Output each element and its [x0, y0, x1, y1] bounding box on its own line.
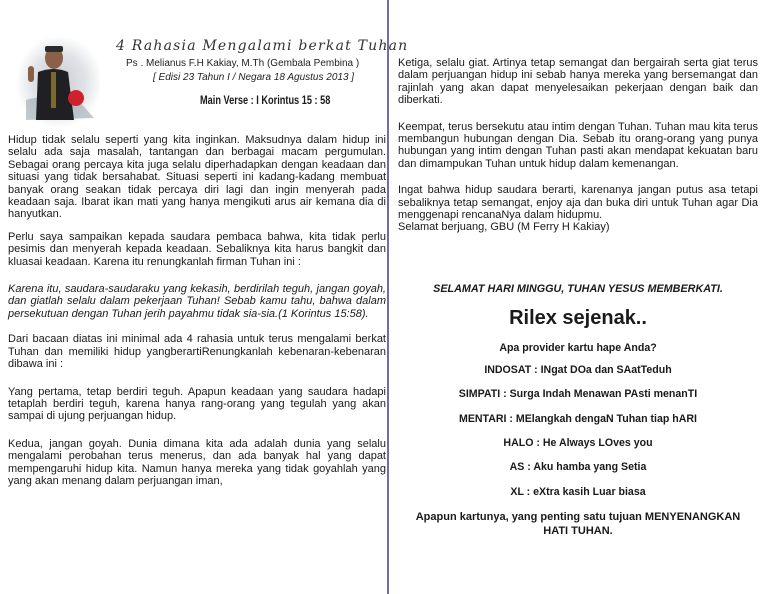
- author-byline: Ps . Melianus F.H Kakiay, M.Th (Gembala Pembina ): [126, 58, 360, 69]
- main-verse: Main Verse : I Korintus 15 : 58: [200, 95, 331, 107]
- blessing-line: SELAMAT HARI MINGGU, TUHAN YESUS MEMBERKATI.: [433, 283, 723, 295]
- rilex-closing: Apapun kartunya, yang penting satu tujuan MENYENANGKAN HATI TUHAN.: [415, 511, 741, 537]
- provider-item: INDOSAT : INgat DOa dan SAatTeduh: [484, 364, 672, 376]
- paragraph-four-secrets: Dari bacaan diatas ini minimal ada 4 rahasia untuk terus mengalami berkat Tuhan dan memiliki hidup yangberartiRenungkanlah kebenaran-kebenaran dibawa ini :: [8, 333, 386, 371]
- right-column: [398, 57, 758, 234]
- pastor-photo: [18, 38, 100, 126]
- signature-line: Selamat berjuang, GBU (M Ferry H Kakiay): [398, 221, 610, 234]
- paragraph-second-secret: Kedua, jangan goyah. Dunia dimana kita ada adalah dunia yang selalu mengalami perobahan terus menerus, dan ada banyak hal yang dapat mempengaruhi hidup kita. Namun hanya mereka yang tidak goyahlah yang yang akan menang dalam perjuangan iman,: [8, 437, 386, 487]
- article-title: 4 Rahasia Mengalami berkat Tuhan: [116, 38, 409, 54]
- left-column: [8, 134, 386, 487]
- rilex-heading: Rilex sejenak..: [509, 307, 647, 329]
- paragraph-first-secret: Yang pertama, tetap berdiri teguh. Apapun keadaan yang saudara hadapi tetaplah berdiri teguh, karena hanya rang-orang yang tegulah yang akan sampai di ujung perjuangan hidup.: [8, 385, 386, 423]
- rilex-question: Apa provider kartu hape Anda?: [499, 342, 657, 354]
- scripture-quote: Karena itu, saudara-saudaraku yang kekasih, berdirilah teguh, jangan goyah, dan giatlah selalu dalam pekerjaan Tuhan! Sebab kamu tahu, bahwa dalam persekutuan dengan Tuhan jerih payahmu tidak sia-sia.(1 Korintus 15:58).: [8, 283, 386, 320]
- paragraph-encouragement: Perlu saya sampaikan kepada saudara pembaca bahwa, kita tidak perlu pesimis dan menyerah kepada keadaan. Sebaliknya kita harus bangkit dan kluasai keadaan. Karena itu renungkanlah firman Tuhan ini :: [8, 230, 386, 268]
- provider-item: HALO : He Always LOves you: [503, 437, 653, 449]
- edition-line: [ Edisi 23 Tahun I / Negara 18 Agustus 2013 ]: [153, 72, 355, 83]
- provider-item: MENTARI : MElangkah dengaN Tuhan tiap hARI: [459, 413, 697, 425]
- provider-item: SIMPATI : Surga Indah Menawan PAsti menanTI: [458, 388, 698, 400]
- paragraph-intro: Hidup tidak selalu seperti yang kita inginkan. Maksudnya dalam hidup ini selalu ada saja masalah, tantangan dan berbagai macam pergumulan. Sebagai orang percaya kita juga selalu diperhadapkan dengan keadaan dan situasi yang tidak bersahabat. Situasi seperti ini kadang-kadang membuat banyak orang seakan tidak percaya diri lagi dan ingin menyerah pada keadaan saja. Ibarat ikan mati yang hanya mengikuti arus air kemana dia di hanyutkan.: [8, 134, 386, 221]
- paragraph-closing: Ingat bahwa hidup saudara berarti, karenanya jangan putus asa tetapi sebaliknya tetap semangat, enjoy aja dan buka diri untuk Tuhan agar Dia menggenapi rencanaNya dalam hidupmu.: [398, 184, 758, 222]
- paragraph-third-secret: Ketiga, selalu giat. Artinya tetap semangat dan bergairah serta giat terus dalam perjuangan hidup ini sebab hanya mereka yang bersemangat dan rajinlah yang akan dapat menyelesaikan pekerjaan dengan baik dan diberkati.: [398, 57, 758, 107]
- paragraph-fourth-secret: Keempat, terus bersekutu atau intim dengan Tuhan. Tuhan mau kita terus membangun hubungan dengan Dia. Sebab itu orang-orang yang punya hubungan yang intim dengan Tuhan pasti akan mendapat kekuatan baru dan dimampukan Tuhan untuk hidup dalam kemenangan.: [398, 120, 758, 170]
- column-divider: [387, 0, 389, 594]
- provider-item: XL : eXtra kasih Luar biasa: [510, 486, 646, 498]
- provider-item: AS : Aku hamba yang Setia: [509, 461, 647, 473]
